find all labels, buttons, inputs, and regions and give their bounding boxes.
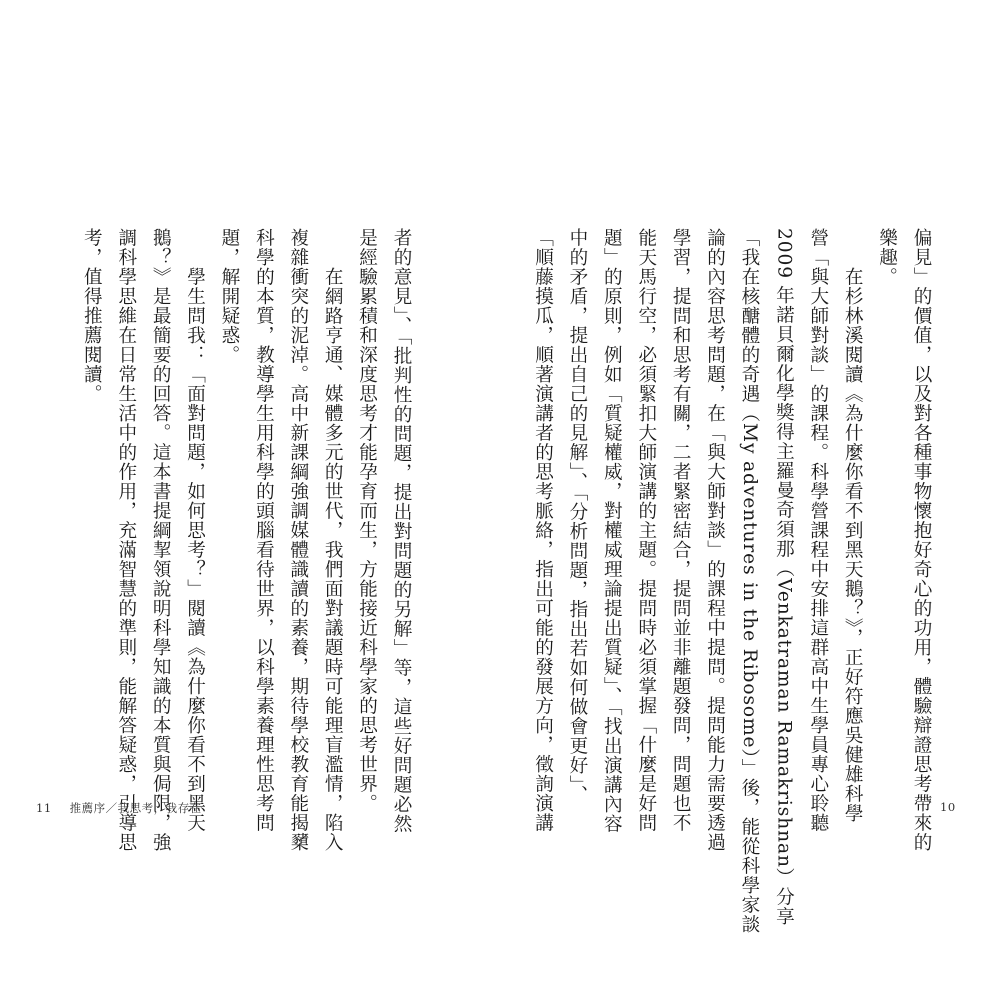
text-line: 偏見」的價值，以及對各種事物懷抱好奇心的功用，體驗辯證思考帶來的 — [911, 228, 932, 852]
left-page-number: 11 — [36, 801, 52, 815]
left-page-footer — [36, 800, 220, 816]
text-line: 在杉林溪閱讀《為什麼你看不到黑天鵝？》，正好符應吳健雄科學 — [842, 228, 864, 824]
text-line: 科學的本質，教導學生用科學的頭腦看待世界，以科學素養理性思考問 — [253, 228, 275, 833]
text-line: 是經驗累積和深度思考才能孕育而生，方能接近科學家的思考世界。 — [356, 228, 378, 813]
text-line: 營「與大師對談」的課程。科學營課程中安排這群高中生學員專心聆聽 — [807, 228, 829, 833]
running-head: 推薦序／我思考，我存在 — [69, 801, 202, 815]
text-line: 「我在核醣體的奇遇（My adventures in the Ribosome）」後，能從科學家談 — [738, 228, 760, 935]
text-line: 者的意見」、「批判性的問題，提出對問題的另解」等，這些好問題必然 — [391, 228, 412, 834]
text-line: 鵝？》是最簡要的回答。這本書提綱挈領說明科學知識的本質與侷限，強 — [150, 228, 172, 852]
text-line: 「順藤摸瓜，順著演講者的思考脈絡，指出可能的發展方向，徵詢演講 — [532, 228, 554, 833]
text-line: 論的內容思考問題，在「與大師對談」的課程中提問。提問能力需要透過 — [704, 228, 726, 852]
text-line: 題，解開疑惑。 — [218, 228, 240, 365]
right-page-text — [525, 228, 938, 935]
text-line: 學習，提問和思考有關，二者緊密結合，提問並非離題發問，問題也不 — [670, 228, 692, 833]
text-line: 中的矛盾，提出自己的見解」、「分析問題，指出若如何做會更好」、 — [566, 228, 588, 805]
text-line: 複雜衝突的泥淖。高中新課綱強調媒體識讀的素養，期待學校教育能揭櫫 — [287, 228, 309, 852]
text-line: 學生問我：「面對問題，如何思考？」閱讀《為什麼你看不到黑天 — [184, 228, 206, 833]
text-line: 題」的原則，例如「質疑權威，對權威理論提出質疑」、「找出演講內容 — [601, 228, 623, 834]
text-line: 樂趣。 — [876, 228, 898, 287]
text-line: 調科學思維在日常生活中的作用，充滿智慧的準則，能解答疑惑，引導思 — [115, 228, 137, 852]
text-line: 在網路亨通、媒體多元的世代，我們面對議題時可能理盲濫情，陷入 — [322, 228, 344, 852]
text-line: 能天馬行空，必須緊扣大師演講的主題。提問時必須掌握「什麼是好問 — [635, 228, 657, 833]
right-page-number: 10 — [940, 800, 956, 814]
text-line: 考，值得推薦閱讀。 — [81, 228, 103, 404]
text-line: 2009 年諾貝爾化學獎得主羅曼奇須那（Venkatraman Ramakrishnan）分享 — [773, 228, 795, 927]
